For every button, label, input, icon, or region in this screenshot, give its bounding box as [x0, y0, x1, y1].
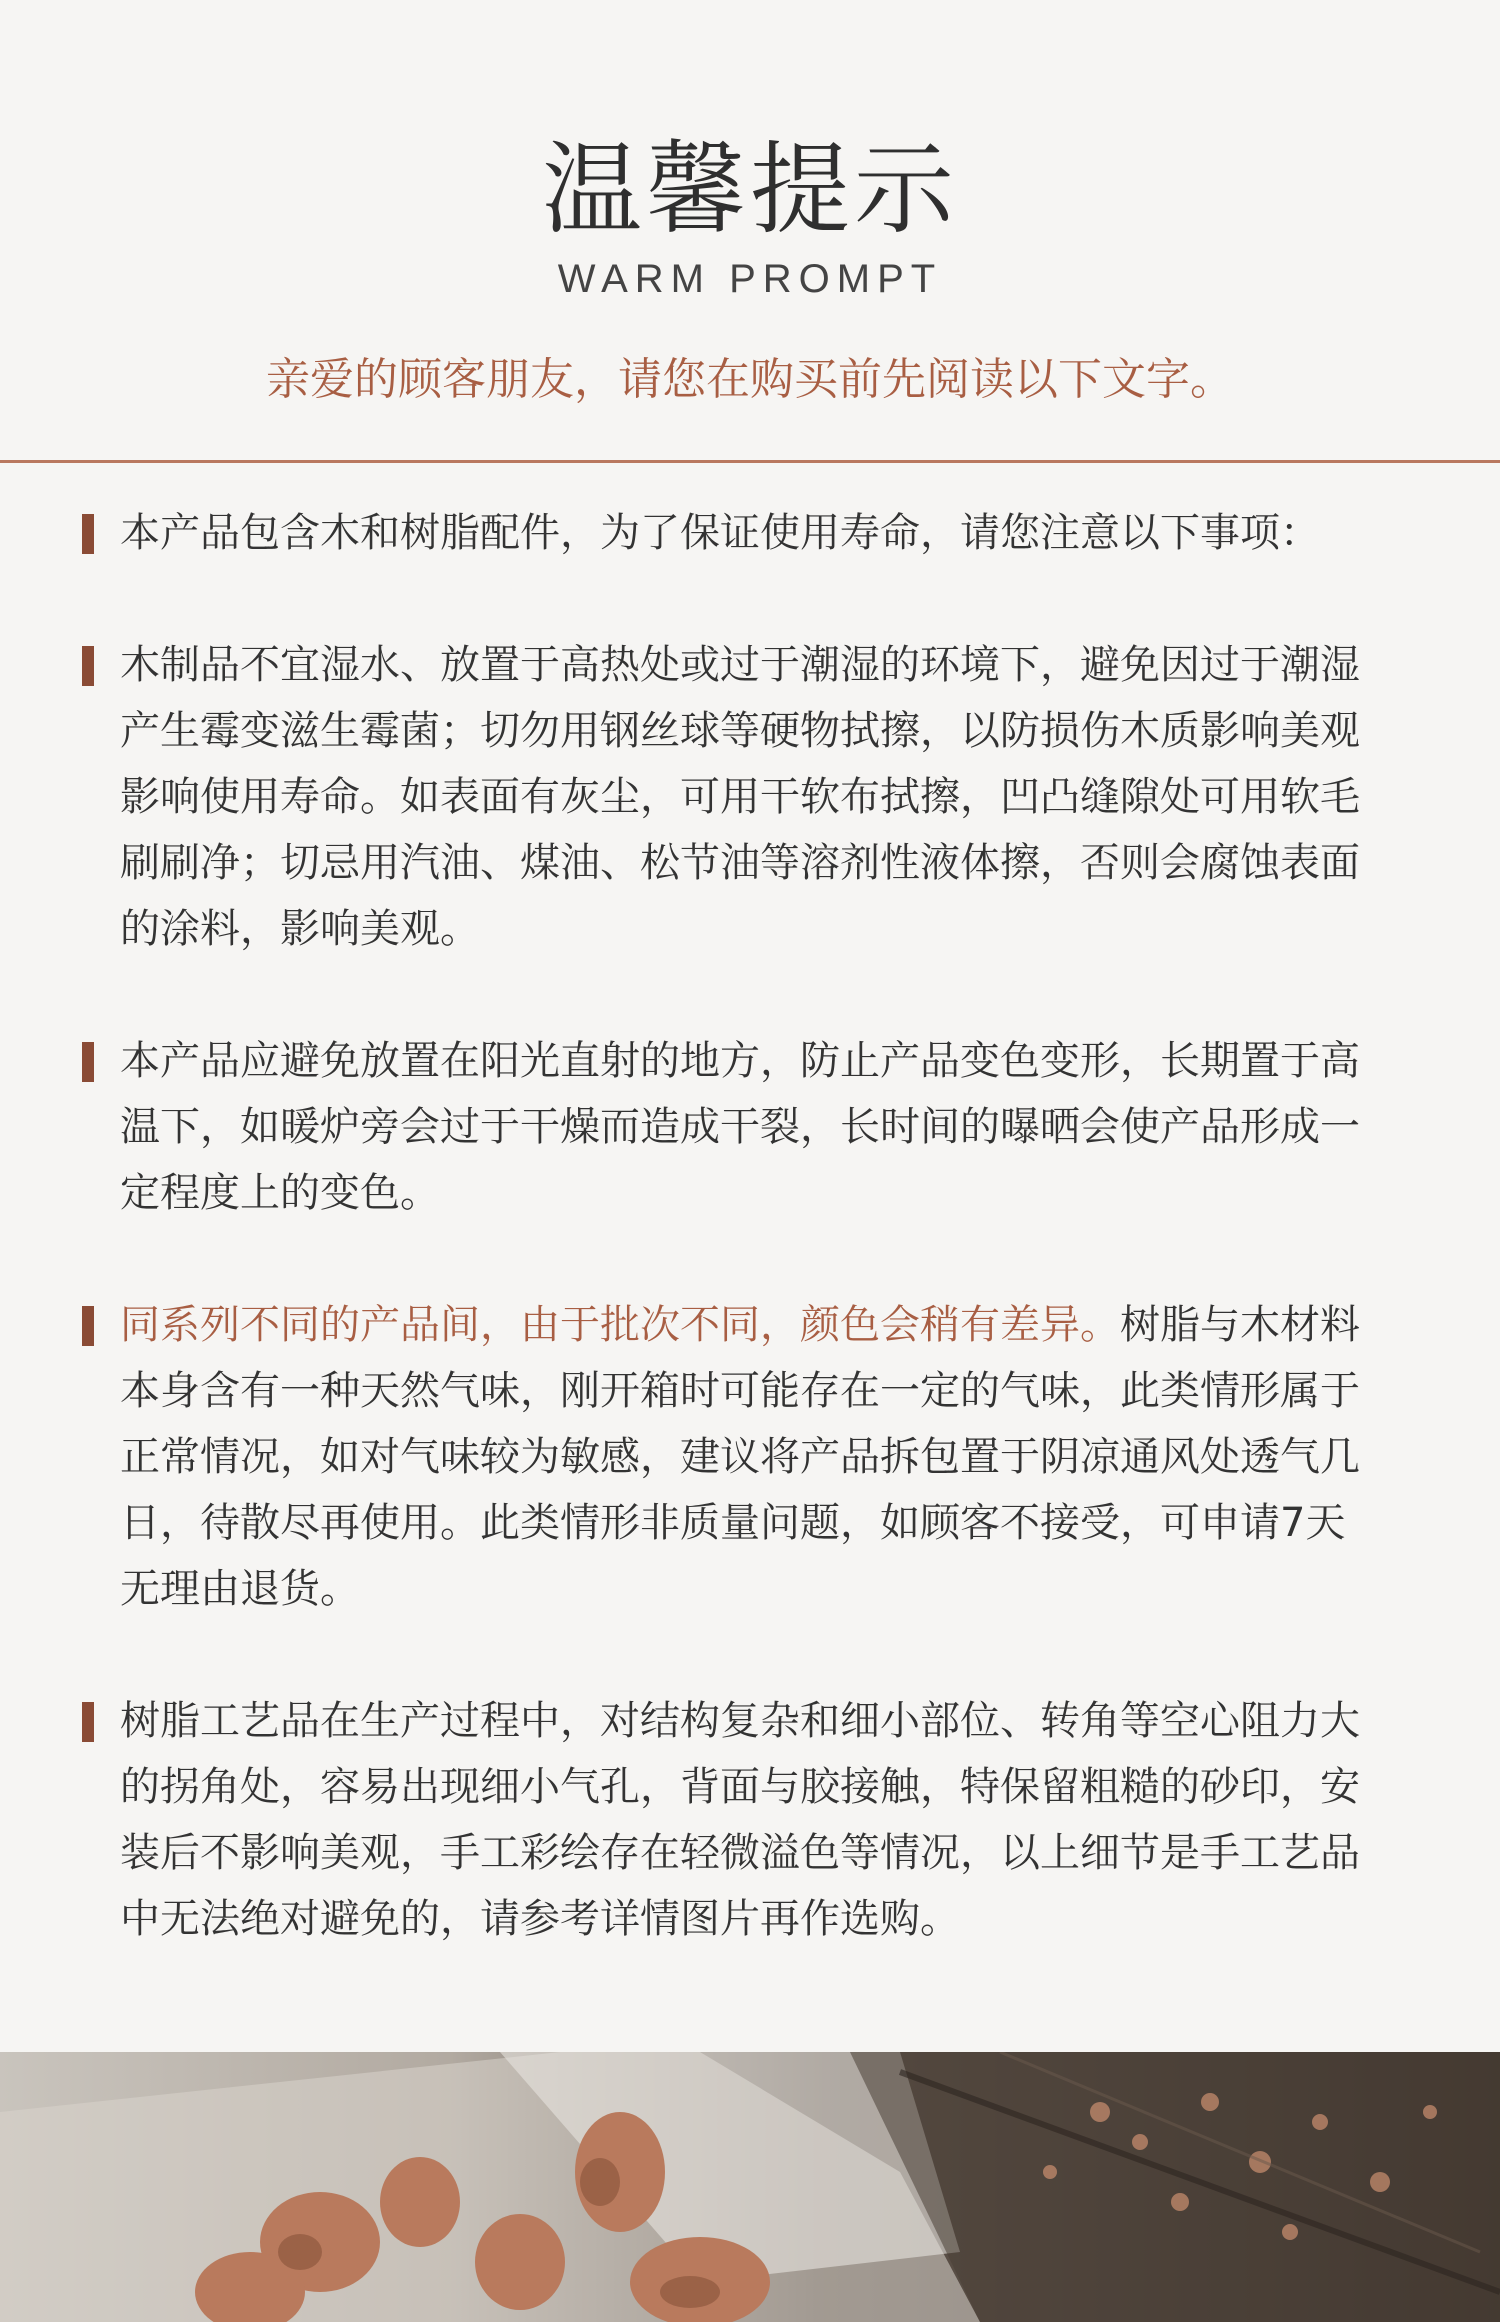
notice-text: 本产品应避免放置在阳光直射的地方，防止产品变色变形，长期置于高温下，如暖炉旁会过于干燥而造成干裂，长时间的曝晒会使产品形成一定程度上的变色。 — [120, 1038, 1360, 1216]
product-photo — [0, 2052, 1500, 2322]
header-divider — [0, 460, 1500, 463]
bullet-bar-icon — [82, 1042, 94, 1082]
bullet-bar-icon — [82, 514, 94, 554]
notice-text — [120, 1292, 1360, 1622]
intro-text: 亲爱的顾客朋友，请您在购买前先阅读以下文字。 — [266, 354, 1234, 405]
bullet-bar-icon — [82, 1702, 94, 1742]
notice-body: 树脂与木材料本身含有一种天然气味，刚开箱时可能存在一定的气味，此类情形属于正常情况，如对气味较为敏感，建议将产品拆包置于阴凉通风处透气几日，待散尽再使用。此类情形非质量问题，如顾客不接受，可申请7天无理由退货。 — [120, 1302, 1360, 1612]
bullet-bar-icon — [82, 646, 94, 686]
notice-text: 本产品包含木和树脂配件，为了保证使用寿命，请您注意以下事项： — [120, 510, 1320, 556]
header — [0, 0, 1500, 462]
bullet-bar-icon — [82, 1306, 94, 1346]
notice-highlight: 同系列不同的产品间，由于批次不同，颜色会稍有差异。 — [120, 1302, 1120, 1348]
product-photo-illustration — [0, 2052, 1500, 2322]
page-title: 温馨提示 — [542, 131, 958, 248]
notice-text: 树脂工艺品在生产过程中，对结构复杂和细小部位、转角等空心阻力大的拐角处，容易出现细小气孔，背面与胶接触，特保留粗糙的砂印，安装后不影响美观，手工彩绘存在轻微溢色等情况，以上细节是手工艺品中无法绝对避免的，请参考详情图片再作选购。 — [120, 1698, 1360, 1942]
page-subtitle: WARM PROMPT — [557, 257, 943, 301]
notice-text: 木制品不宜湿水、放置于高热处或过于潮湿的环境下，避免因过于潮湿产生霉变滋生霉菌；切勿用钢丝球等硬物拭擦，以防损伤木质影响美观影响使用寿命。如表面有灰尘，可用干软布拭擦，凹凸缝隙处可用软毛刷刷净；切忌用汽油、煤油、松节油等溶剂性液体擦，否则会腐蚀表面的涂料，影响美观。 — [120, 642, 1360, 952]
